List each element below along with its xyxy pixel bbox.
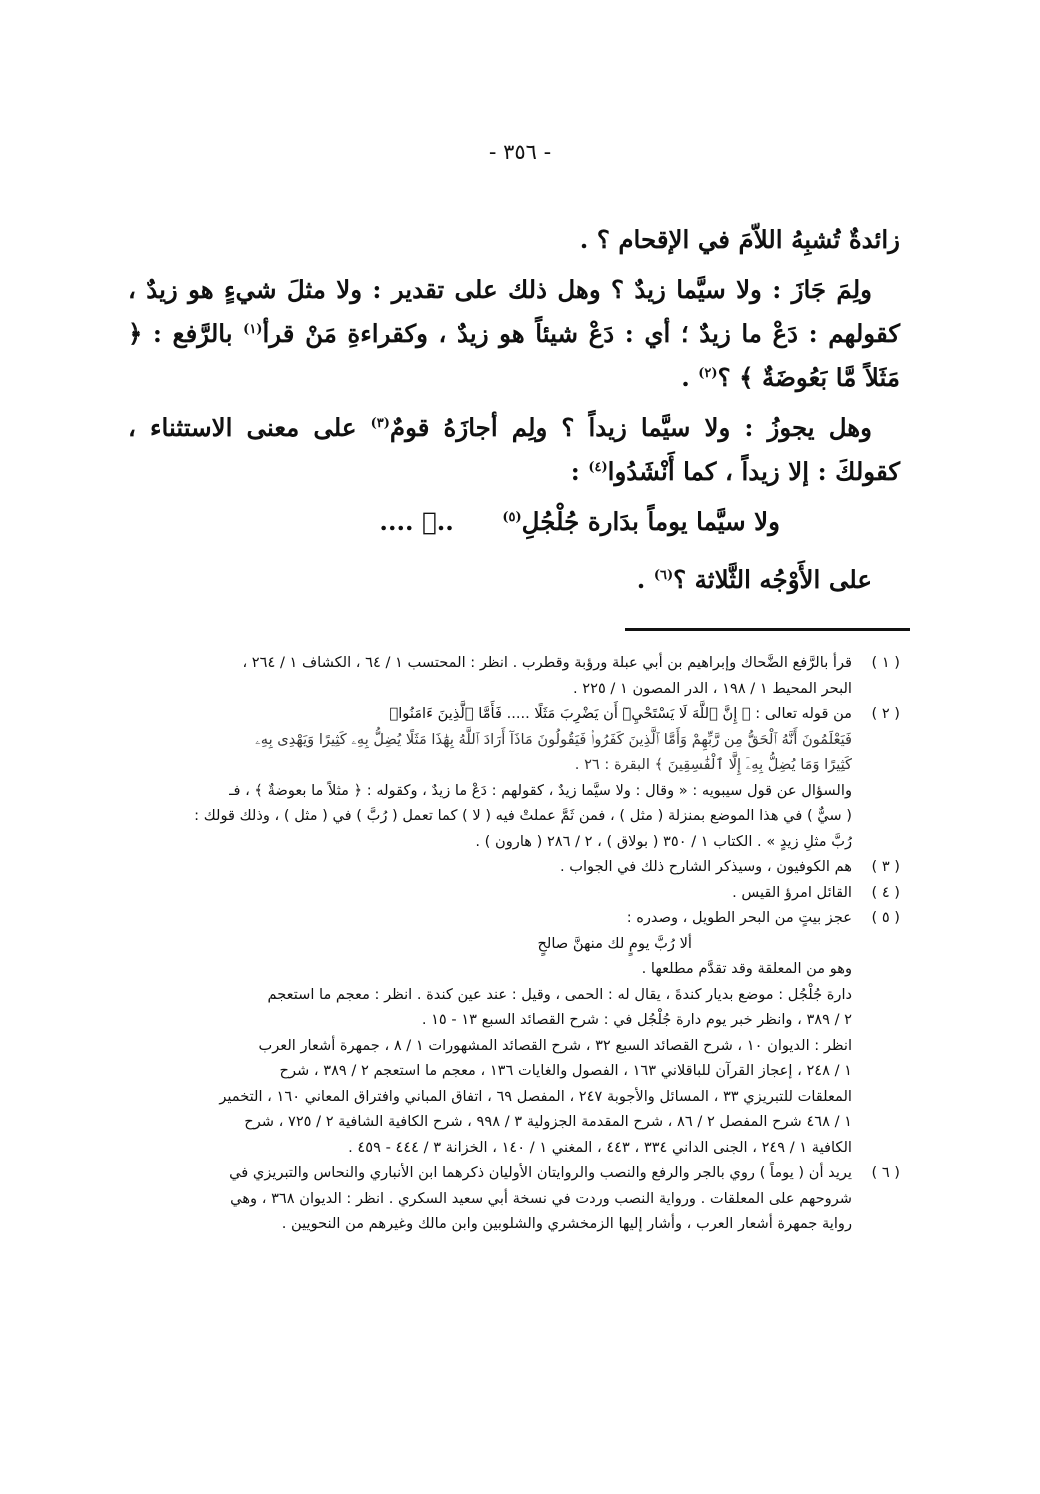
- footnote-4: [128, 880, 900, 906]
- footnote-verse-line: ألا رُبَّ يومٍ لك منهنَّ صالحٍ: [537, 934, 692, 952]
- footnote-line: المعلقات للتبريزي ٣٣ ، المسائل والأجوبة ٢٤٧ ، المفصل ٦٩ ، اتفاق المباني وافتراق المعاني ١٦٠ ، التخمير: [219, 1087, 852, 1105]
- main-text-p2-end: .: [681, 363, 690, 392]
- footnote-line: والسؤال عن قول سيبويه : « وقال : ولا سيَّما زيدٌ ، كقولهم : دَعْ ما زيدٌ ، وكقوله : ﴿ مثلاً ما بعوضةٌ ﴾ ، فـ: [229, 781, 852, 799]
- main-text-p3-cont: على معنى الاستثناء ، كقولكَ : إلا زيداً ، كما أَنْشَدُوا: [128, 413, 900, 486]
- footnote-line: رُبَّ مثلِ زيدٍ » . الكتاب ١ / ٣٥٠ ( بولاق ) ، ٢ / ٢٨٦ ( هارون ) .: [475, 832, 852, 850]
- footnote-number: ( ٦ ): [871, 1164, 900, 1181]
- footnote-number: ( ٣ ): [871, 858, 900, 875]
- footnote-line: هم الكوفيون ، وسيذكر الشارح ذلك في الجواب .: [559, 858, 852, 875]
- footnote-line: من قوله تعالى : ﴿ إِنَّ ٱللَّهَ لَا يَسْتَحْيِۦٓ أَن يَضْرِبَ مَثَلًا ..... فَأَمَّا ٱلَّذِينَ ءَامَنُوا۟: [389, 705, 852, 722]
- main-text: [128, 218, 900, 608]
- main-text-p4-end: .: [636, 565, 646, 594]
- footnote-number: ( ٢ ): [871, 705, 900, 722]
- main-paragraph-4: [128, 558, 900, 602]
- footnote-line: ( سيٌّ ) في هذا الموضع بمنزلة ( مثل ) ، فمن ثَمَّ عملتْ فيه ( لا ) كما تعمل ( رُبَّ ) في ( مثل ) ، وذلك قولك :: [194, 807, 852, 824]
- footnote-ref-3: (٣): [370, 415, 390, 431]
- footnote-line: عجز بيتٍ من البحر الطويل ، وصدره :: [626, 909, 852, 926]
- footnote-1: [128, 650, 900, 701]
- footnote-line: ٢ / ٣٨٩ ، وانظر خبر يوم دارة جُلْجُل في : شرح القصائد السبع ١٣ - ١٥ .: [421, 1011, 852, 1028]
- footnote-6: [128, 1160, 900, 1237]
- footnote-line: البحر المحيط ١ / ١٩٨ ، الدر المصون ١ / ٢٢٥ .: [572, 679, 852, 697]
- main-text-p1: زائدةٌ تُشبِهُ اللاّمَ في الإقحام ؟ .: [579, 225, 900, 254]
- footnote-number: ( ١ ): [871, 654, 900, 671]
- footnote-line: دارة جُلْجُل : موضع بديار كندةَ ، يقال له : الحمى ، وقيل : عند عين كندة . انظر : معجم ما استعجم: [267, 985, 852, 1003]
- main-text-p2-cont: بالرَّفع : ﴿ مَثَلاً مَّا بَعُوضَةٌ ﴾ ؟: [128, 319, 900, 392]
- footnote-2: [128, 701, 900, 854]
- footnote-line: رواية جمهرة أشعار العرب ، وأشار إليها الزمخشري والشلوبين وابن مالك وغيرهم من النحويين .: [281, 1215, 852, 1232]
- verse-ellipsis: .... .ٓ.: [379, 507, 454, 536]
- footnotes: [128, 650, 900, 1237]
- footnote-ref-5: (٥): [502, 509, 522, 525]
- footnote-ref-1: (١): [243, 321, 263, 337]
- footnote-line: الكافية ١ / ٢٤٩ ، الجنى الداني ٣٣٤ ، ٤٤٣ ، المغني ١ / ١٤٠ ، الخزانة ٣ / ٤٤٤ - ٤٥٩ .: [348, 1138, 852, 1156]
- footnote-line: ١ / ٢٤٨ ، إعجاز القرآن للباقلاني ١٦٣ ، الفصول والغايات ١٣٦ ، معجم ما استعجم ٢ / ٣٨٩ ، شرح: [279, 1062, 852, 1079]
- footnote-line: انظر : الديوان ١٠ ، شرح القصائد السبع ٣٢ ، شرح القصائد المشهورات ١ / ٨ ، جمهرة أشعار العرب: [258, 1036, 852, 1054]
- footnote-number: ( ٤ ): [871, 883, 900, 901]
- footnote-line: شروحهم على المعلقات . ورواية النصب وردت في نسخة أبي سعيد السكري . انظر : الديوان ٣٦٨ ، وهي: [230, 1189, 852, 1207]
- main-paragraph-1: [128, 218, 900, 262]
- footnote-ref-2: (٢): [698, 365, 718, 381]
- main-text-p3-end: :: [570, 457, 580, 486]
- main-paragraph-3: [128, 406, 900, 494]
- main-paragraph-2: [128, 268, 900, 400]
- footnote-line: يريد أن ( يوماً ) روي بالجر والرفع والنصب والروايتان الأوليان ذكرهما ابن الأنباري والنحاس والتبريزي في: [229, 1164, 852, 1181]
- footnote-3: [128, 854, 900, 880]
- page-number: - ٣٥٦ -: [488, 140, 552, 164]
- poem-verse: [128, 500, 900, 544]
- quran-verse-line: فَيَعْلَمُونَ أَنَّهُ ٱلْحَقُّ مِن رَّبِّهِمْ وَأَمَّا ٱلَّذِينَ كَفَرُوا۟ فَيَقُولُونَ مَاذَآ أَرَادَ ٱللَّهُ بِهَٰذَا مَثَلًا يُضِلُّ بِهِۦ كَثِيرًا وَيَهْدِى بِهِۦ: [255, 730, 852, 748]
- footnote-5: [128, 905, 900, 1160]
- footnote-ref-6: (٦): [653, 567, 674, 583]
- footnote-line: وهو من المعلقة وقد تقدَّم مطلعها .: [641, 960, 852, 977]
- footnote-number: ( ٥ ): [871, 909, 900, 926]
- main-text-p3: وهل يجوزُ : ولا سيَّما زيداً ؟ ولِم أجازَهُ قومٌ: [389, 413, 873, 442]
- footnote-line: ١ / ٤٦٨ شرح المفصل ٢ / ٨٦ ، شرح المقدمة الجزولية ٣ / ٩٩٨ ، شرح الكافية الشافية ٢ / ٧٢٥ ، شرح: [244, 1113, 852, 1130]
- main-text-p4: على الأَوْجُه الثَّلاثة ؟: [673, 565, 872, 594]
- main-text-p2: ولِمَ جَازَ : ولا سيَّما زيدٌ ؟ وهل ذلك على تقدير : ولا مثلَ شيءٍ هو زيدٌ ، كقولهم : دَعْ ما زيدٌ ؛ أي : دَعْ شيئاً هو زيدٌ ، وكقراءةِ مَنْ قرأ: [128, 275, 901, 348]
- quran-verse-line: كَثِيرًا وَمَا يُضِلُّ بِهِۦٓ إِلَّا ٱلْفَٰسِقِينَ ﴾ البقرة : ٢٦ .: [574, 756, 852, 773]
- footnote-separator: [625, 628, 910, 631]
- footnote-ref-4: (٤): [588, 459, 608, 475]
- verse-text: ولا سيَّما يوماً بدَارة جُلْجُلِ: [521, 507, 780, 536]
- footnote-line: القائل امرؤ القيس .: [732, 883, 852, 901]
- footnote-line: قرأ بالرَّفع الضَّحاك وإبراهيم بن أبي عبلة ورؤبة وقطرب . انظر : المحتسب ١ / ٦٤ ، الكشاف ١ / ٢٦٤ ،: [242, 654, 852, 671]
